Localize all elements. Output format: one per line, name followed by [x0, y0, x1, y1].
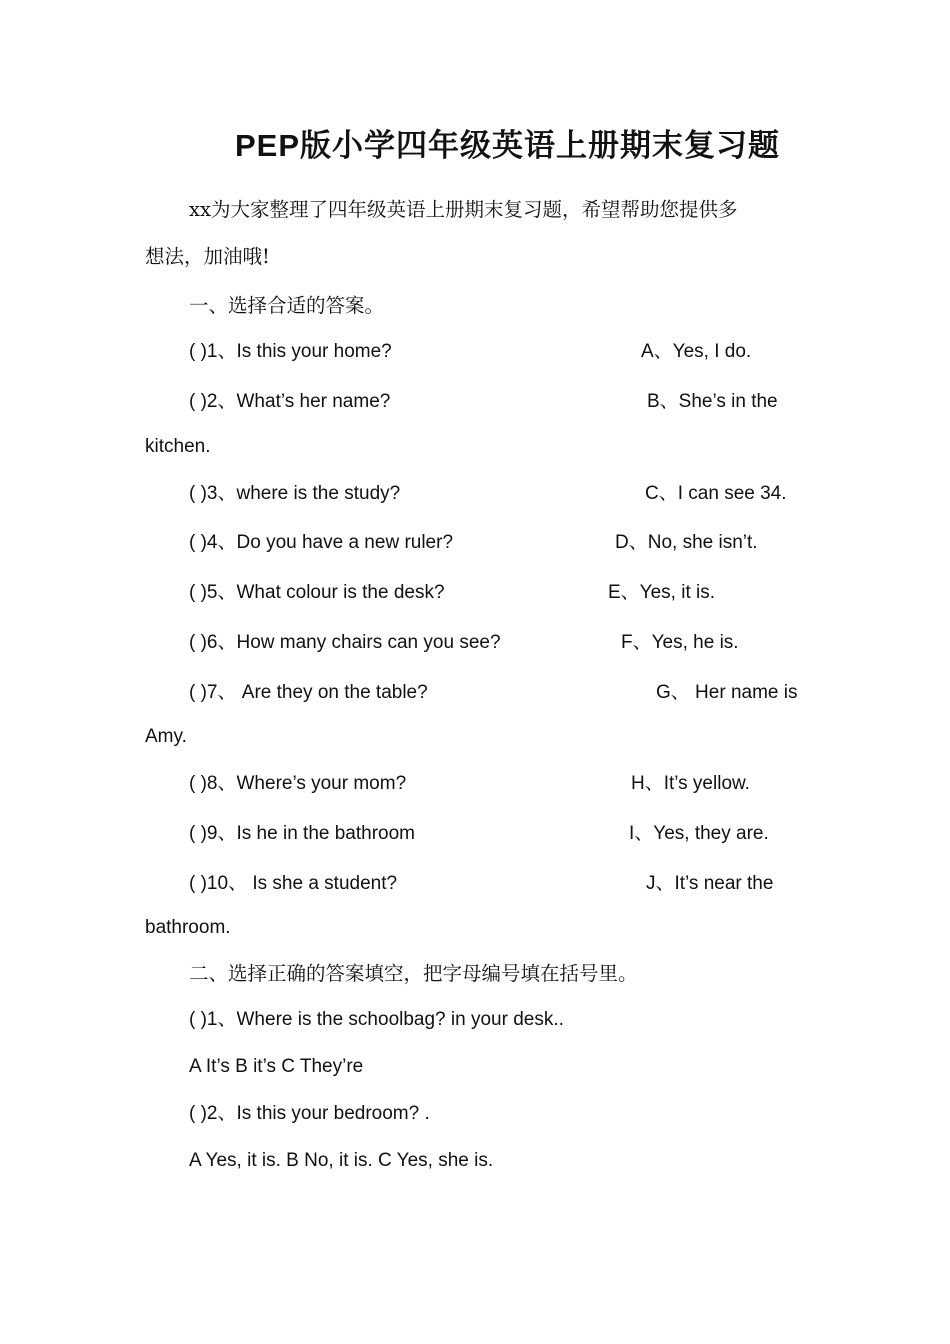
answer-option-i: I、Yes, they are.	[629, 823, 769, 844]
answer-option-f: F、Yes, he is.	[621, 632, 739, 653]
question-8: ( )8、Where’s your mom?	[189, 773, 407, 794]
question-3: ( )3、where is the study?	[189, 483, 401, 504]
question-6: ( )6、How many chairs can you see?	[189, 632, 501, 653]
intro-text-line-1: xx为大家整理了四年级英语上册期末复习题，希望帮助您提供多	[189, 198, 738, 221]
answer-option-b: B、She’s in the	[647, 391, 778, 412]
section-2-heading: 二、选择正确的答案填空，把字母编号填在括号里。	[189, 962, 638, 985]
answer-option-g-continuation: Amy.	[145, 726, 187, 747]
answer-option-c: C、I can see 34.	[645, 483, 787, 504]
question-2: ( )2、What’s her name?	[189, 391, 391, 412]
answer-option-h: H、It’s yellow.	[631, 773, 750, 794]
section-2-question-2: ( )2、Is this your bedroom? .	[189, 1103, 430, 1124]
answer-option-j: J、It’s near the	[646, 873, 774, 894]
answer-option-d: D、No, she isn’t.	[615, 532, 758, 553]
document-title: PEP版小学四年级英语上册期末复习题	[234, 128, 781, 163]
answer-option-e: E、Yes, it is.	[608, 582, 716, 603]
question-1: ( )1、Is this your home?	[189, 341, 392, 362]
section-2-options-1: A It’s B it’s C They’re	[189, 1056, 364, 1077]
section-2-options-2: A Yes, it is. B No, it is. C Yes, she is.	[189, 1150, 494, 1171]
section-2-question-1: ( )1、Where is the schoolbag? in your desk..	[189, 1009, 564, 1030]
answer-option-b-continuation: kitchen.	[145, 436, 211, 457]
question-7: ( )7、 Are they on the table?	[189, 682, 428, 703]
question-5: ( )5、What colour is the desk?	[189, 582, 445, 603]
question-10: ( )10、 Is she a student?	[189, 873, 398, 894]
answer-option-a: A、Yes, I do.	[641, 341, 752, 362]
question-9: ( )9、Is he in the bathroom	[189, 823, 415, 844]
answer-option-j-continuation: bathroom.	[145, 917, 231, 938]
section-1-heading: 一、选择合适的答案。	[189, 294, 385, 317]
answer-option-g: G、 Her name is	[656, 682, 798, 703]
question-4: ( )4、Do you have a new ruler?	[189, 532, 454, 553]
intro-text-line-2: 想法，加油哦!	[145, 245, 270, 268]
